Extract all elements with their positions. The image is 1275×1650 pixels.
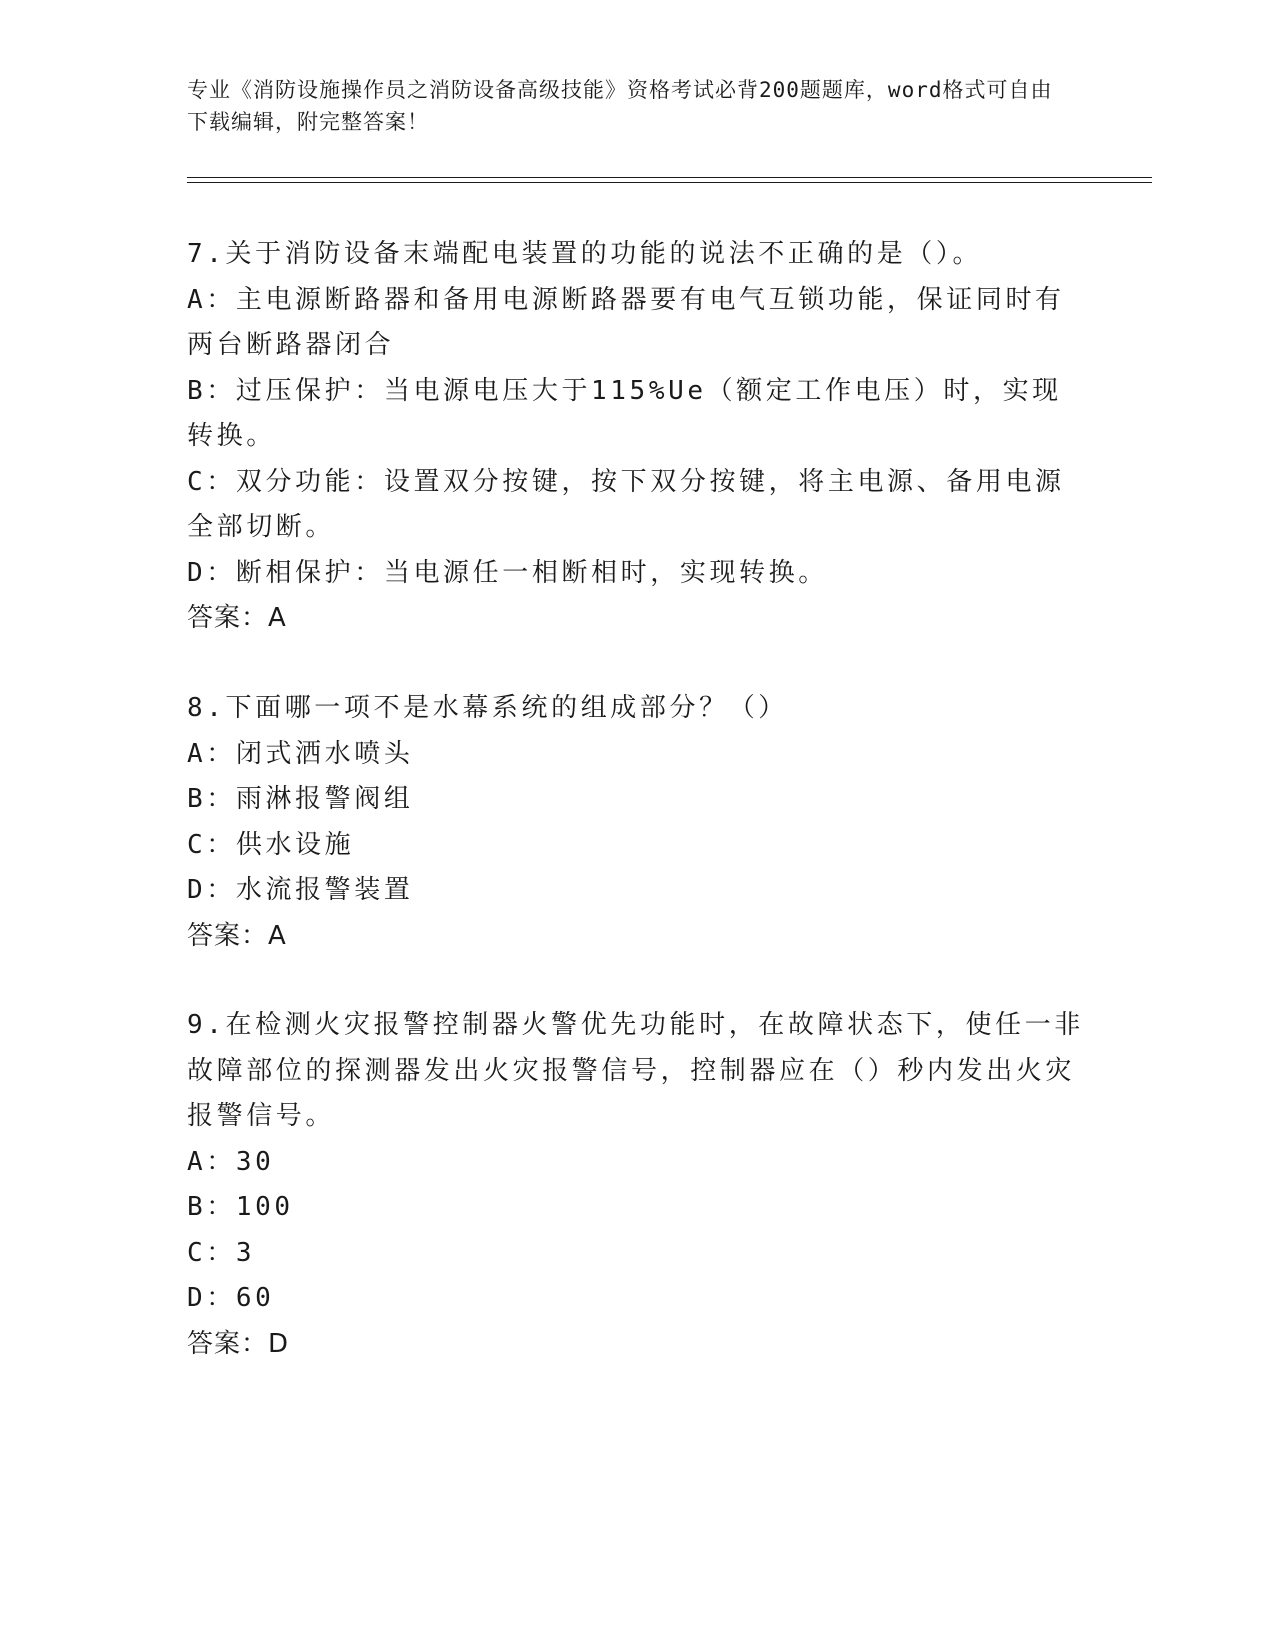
option-c: C：供水设施	[187, 829, 355, 860]
option-a: A：闭式洒水喷头	[187, 738, 414, 769]
header-divider-bottom	[187, 182, 1152, 183]
question-8	[187, 686, 1087, 959]
option-d: D：断相保护：当电源任一相断相时，实现转换。	[187, 557, 828, 588]
option-b: B：雨淋报警阀组	[187, 784, 414, 814]
document-intro	[187, 74, 1067, 138]
option-d: D：水流报警装置	[187, 875, 414, 905]
option-b: B：100	[187, 1192, 294, 1222]
question-stem: 7.关于消防设备末端配电装置的功能的说法不正确的是（）。	[187, 239, 983, 269]
option-d: D：60	[187, 1283, 275, 1313]
option-c: C：3	[187, 1237, 256, 1268]
question-9	[187, 1003, 1087, 1367]
answer: 答案：D	[187, 1328, 290, 1359]
question-stem: 8.下面哪一项不是水幕系统的组成部分？（）	[187, 693, 788, 723]
answer: 答案：A	[187, 920, 287, 951]
header-divider-top	[187, 177, 1152, 178]
option-c: C：双分功能：设置双分按键，按下双分按键，将主电源、备用电源全部切断。	[187, 466, 1065, 542]
question-stem: 9.在检测火灾报警控制器火警优先功能时，在故障状态下，使任一非故障部位的探测器发出火灾报警信号，控制器应在（）秒内发出火灾报警信号。	[187, 1010, 1084, 1131]
question-7	[187, 232, 1087, 642]
option-a: A：主电源断路器和备用电源断路器要有电气互锁功能，保证同时有两台断路器闭合	[187, 284, 1065, 360]
intro-text: 专业《消防设施操作员之消防设备高级技能》资格考试必背200题题库，word格式可自由下载编辑，附完整答案！	[187, 78, 1053, 134]
option-a: A：30	[187, 1146, 275, 1177]
answer: 答案：A	[187, 603, 287, 633]
option-b: B：过压保护：当电源电压大于115%Ue（额定工作电压）时，实现转换。	[187, 375, 1062, 451]
